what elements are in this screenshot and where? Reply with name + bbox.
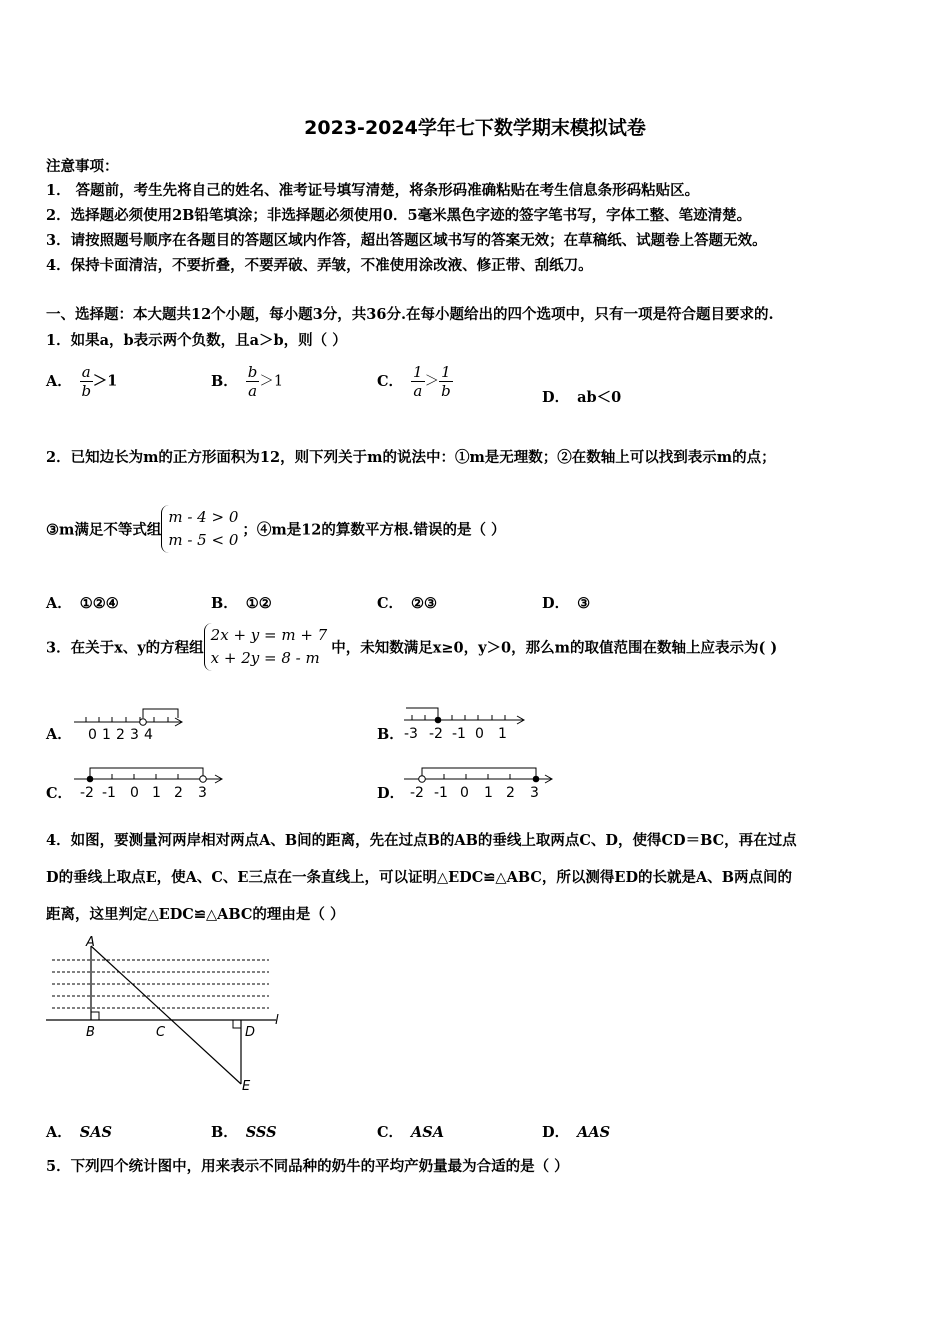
tick-label: 3 <box>130 727 139 743</box>
q3-stem: 3．在关于x、y的方程组 2x + y = m + 7 x + 2y = 8 - m 中，未知数满足x≥0，y＞0，那么m的取值范围在数轴上应表示为( ) <box>46 623 777 671</box>
q3-option-d-numberline[interactable] <box>400 760 560 802</box>
closed-endpoint <box>435 717 442 724</box>
notice-heading: 注意事项： <box>46 158 119 175</box>
tick-label: -2 <box>410 785 424 801</box>
tick-label: 2 <box>116 727 125 743</box>
segment-ae <box>91 946 241 1084</box>
q4-option-d[interactable]: D． AAS <box>542 1124 611 1141</box>
point-label-e: E <box>242 1079 251 1094</box>
tick-label: 0 <box>88 727 97 743</box>
notice-item-1: 1． 答题前，考生先将自己的姓名、准考证号填写清楚，将条形码准确粘贴在考生信息条形码粘贴区。 <box>46 182 700 199</box>
tick-label: -3 <box>404 726 418 742</box>
q2-option-c[interactable]: C． ②③ <box>377 595 438 612</box>
tick-label: 0 <box>130 785 139 801</box>
option-label: D． <box>542 389 570 406</box>
q3-option-c-label[interactable]: C． <box>46 785 73 802</box>
right-angle-b <box>91 1012 99 1020</box>
q3-option-d-label[interactable]: D． <box>377 785 405 802</box>
option-label: B． <box>211 372 238 390</box>
q1-option-c[interactable]: C． $\frac{1}{a}$ ＞ $\frac{1}{b}$ <box>377 363 451 400</box>
notice-item-2: 2．选择题必须使用2B铅笔填涂；非选择题必须使用0．5毫米黑色字迹的签字笔书写，字体工整、笔迹清楚。 <box>46 207 752 224</box>
q5-stem: 5．下列四个统计图中，用来表示不同品种的奶牛的平均产奶量最为合适的是（ ） <box>46 1158 569 1175</box>
q3-option-a-numberline[interactable] <box>70 702 190 744</box>
point-label-b: B <box>86 1025 95 1040</box>
q1-stem: 1．如果a，b表示两个负数，且a＞b，则（ ） <box>46 332 347 349</box>
tick-label: 1 <box>484 785 493 801</box>
line-label-l: l <box>275 1013 279 1028</box>
q4-stem-line2: D的垂线上取点E，使A、C、E三点在一条直线上，可以证明△EDC≌△ABC，所以测得ED的长就是A、B两点间的 <box>46 869 793 886</box>
q3-option-c-numberline[interactable] <box>70 760 230 802</box>
tick-marks <box>90 774 203 779</box>
q4-option-b[interactable]: B． SSS <box>211 1124 277 1141</box>
q2-stem: 2．已知边长为m的正方形面积为12，则下列关于m的说法中：①m是无理数；②在数轴上可以找到表示m的点； <box>46 449 776 466</box>
option-label: C． <box>377 372 404 390</box>
q4-stem-line3: 距离，这里判定△EDC≌△ABC的理由是（ ） <box>46 906 345 923</box>
tick-label: 3 <box>530 785 539 801</box>
tick-label: 1 <box>102 727 111 743</box>
fraction: $\frac{1}{b}$ <box>441 363 451 400</box>
open-endpoint <box>419 776 426 783</box>
q2-line2: ③m满足不等式组 m - 4 > 0 m - 5 < 0 ；④m是12的算数平方根.错误的是（ ） <box>46 505 506 553</box>
tick-label: 4 <box>144 727 153 743</box>
equation-system: 2x + y = m + 7 x + 2y = 8 - m <box>204 623 332 671</box>
tick-label: 2 <box>506 785 515 801</box>
range-bracket <box>422 768 536 776</box>
q1-option-d[interactable]: D． ab＜0 <box>542 389 622 406</box>
open-endpoint <box>200 776 207 783</box>
tick-label: 0 <box>475 726 484 742</box>
range-bracket <box>143 709 178 718</box>
tick-label: -2 <box>429 726 443 742</box>
tick-label: -2 <box>80 785 94 801</box>
q4-stem-line1: 4．如图，要测量河两岸相对两点A、B间的距离，先在过点B的AB的垂线上取两点C、D，使得CD＝BC，再在过点 <box>46 832 797 849</box>
tick-label: 0 <box>460 785 469 801</box>
q3-option-b-numberline[interactable] <box>400 702 530 744</box>
tick-label: 2 <box>174 785 183 801</box>
fraction: $\frac{a}{b}$ <box>81 363 92 400</box>
tick-label: 3 <box>198 785 207 801</box>
q4-option-a[interactable]: A． SAS <box>46 1124 112 1141</box>
q4-option-c[interactable]: C． ASA <box>377 1124 445 1141</box>
q4-river-figure <box>44 932 294 1097</box>
q3-option-a-label[interactable]: A． <box>46 726 72 743</box>
point-label-d: D <box>245 1025 256 1040</box>
closed-endpoint <box>533 776 540 783</box>
tick-label: 1 <box>152 785 161 801</box>
tick-marks <box>86 717 168 722</box>
tick-label: 1 <box>498 726 507 742</box>
closed-endpoint <box>87 776 94 783</box>
q2-option-b[interactable]: B． ①② <box>211 595 272 612</box>
fraction: $\frac{1}{a}$ <box>413 363 423 400</box>
notice-item-4: 4．保持卡面清洁，不要折叠，不要弄破、弄皱，不准使用涂改液、修正带、刮纸刀。 <box>46 257 593 274</box>
tick-label: -1 <box>452 726 466 742</box>
point-label-c: C <box>156 1025 166 1040</box>
fraction: $\frac{b}{a}$ <box>247 363 258 400</box>
tick-label: -1 <box>102 785 116 801</box>
option-label: A． <box>46 372 72 390</box>
section-heading: 一、选择题：本大题共12个小题，每小题3分，共36分.在每小题给出的四个选项中，只有一项是符合题目要求的. <box>46 306 774 323</box>
tick-label: -1 <box>434 785 448 801</box>
q3-option-b-label[interactable]: B． <box>377 726 404 743</box>
page-title: 2023-2024学年七下数学期末模拟试卷 <box>304 117 646 139</box>
tick-marks <box>412 715 505 720</box>
range-bracket <box>406 708 438 717</box>
open-endpoint <box>140 719 147 726</box>
range-bracket <box>90 768 203 776</box>
q1-option-b[interactable]: B． $\frac{b}{a}$ ＞1 <box>211 363 284 400</box>
inequality-system: m - 4 > 0 m - 5 < 0 <box>161 505 242 553</box>
right-angle-d <box>233 1020 241 1028</box>
notice-item-3: 3．请按照题号顺序在各题目的答题区域内作答，超出答题区域书写的答案无效；在草稿纸、试题卷上答题无效。 <box>46 232 767 249</box>
q2-option-d[interactable]: D． ③ <box>542 595 591 612</box>
tick-marks <box>422 774 536 779</box>
point-label-a: A <box>86 935 95 950</box>
q2-option-a[interactable]: A． ①②④ <box>46 595 119 612</box>
q1-option-a[interactable]: A． $\frac{a}{b}$ ＞1 <box>46 363 118 400</box>
